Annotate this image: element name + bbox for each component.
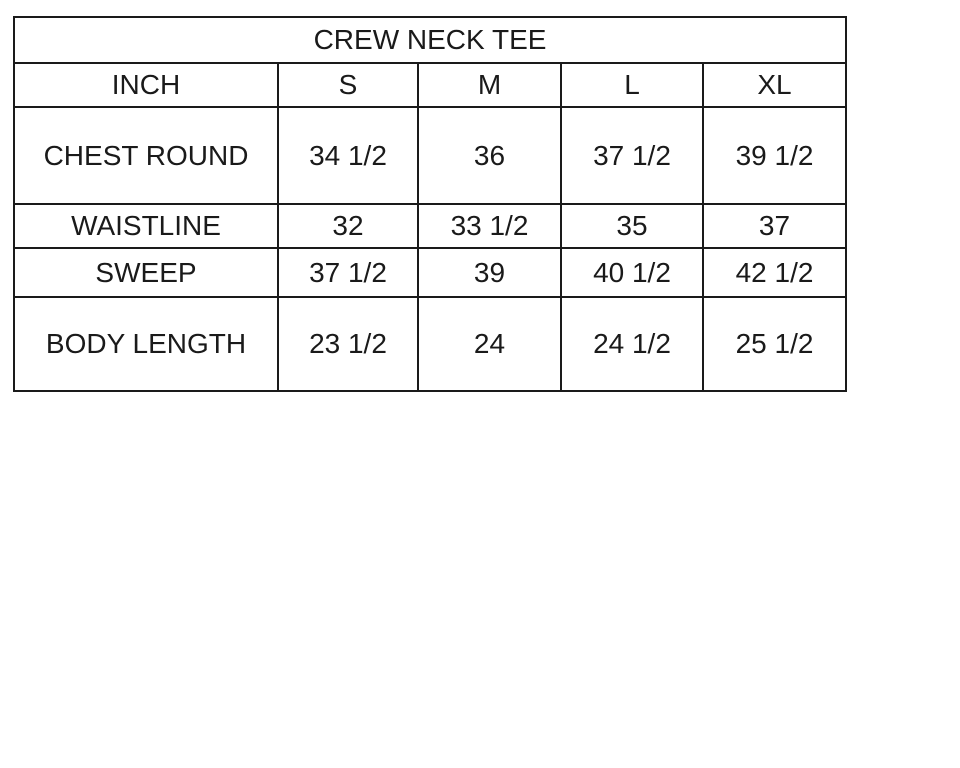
measurement-label: BODY LENGTH bbox=[14, 297, 278, 391]
chart-title: CREW NECK TEE bbox=[14, 17, 846, 63]
table-row-chest-round bbox=[14, 107, 846, 204]
size-cell: 42 1/2 bbox=[703, 248, 846, 297]
size-header-l: L bbox=[561, 63, 703, 107]
size-cell: 39 bbox=[418, 248, 561, 297]
size-cell: 24 bbox=[418, 297, 561, 391]
table-row-sweep bbox=[14, 248, 846, 297]
size-cell: 32 bbox=[278, 204, 418, 248]
measurement-label: WAISTLINE bbox=[14, 204, 278, 248]
size-cell: 23 1/2 bbox=[278, 297, 418, 391]
size-cell: 39 1/2 bbox=[703, 107, 846, 204]
measurement-label: SWEEP bbox=[14, 248, 278, 297]
title-row bbox=[14, 17, 846, 63]
measurement-label: CHEST ROUND bbox=[14, 107, 278, 204]
size-cell: 25 1/2 bbox=[703, 297, 846, 391]
size-cell: 33 1/2 bbox=[418, 204, 561, 248]
size-cell: 34 1/2 bbox=[278, 107, 418, 204]
size-cell: 35 bbox=[561, 204, 703, 248]
size-cell: 36 bbox=[418, 107, 561, 204]
size-cell: 37 1/2 bbox=[561, 107, 703, 204]
table-row-waistline bbox=[14, 204, 846, 248]
size-chart-table bbox=[13, 16, 847, 392]
table-row-body-length bbox=[14, 297, 846, 391]
size-chart bbox=[13, 16, 847, 392]
size-header-xl: XL bbox=[703, 63, 846, 107]
header-row bbox=[14, 63, 846, 107]
size-cell: 37 1/2 bbox=[278, 248, 418, 297]
size-cell: 37 bbox=[703, 204, 846, 248]
size-cell: 24 1/2 bbox=[561, 297, 703, 391]
unit-header-cell: INCH bbox=[14, 63, 278, 107]
size-header-m: M bbox=[418, 63, 561, 107]
size-cell: 40 1/2 bbox=[561, 248, 703, 297]
size-header-s: S bbox=[278, 63, 418, 107]
